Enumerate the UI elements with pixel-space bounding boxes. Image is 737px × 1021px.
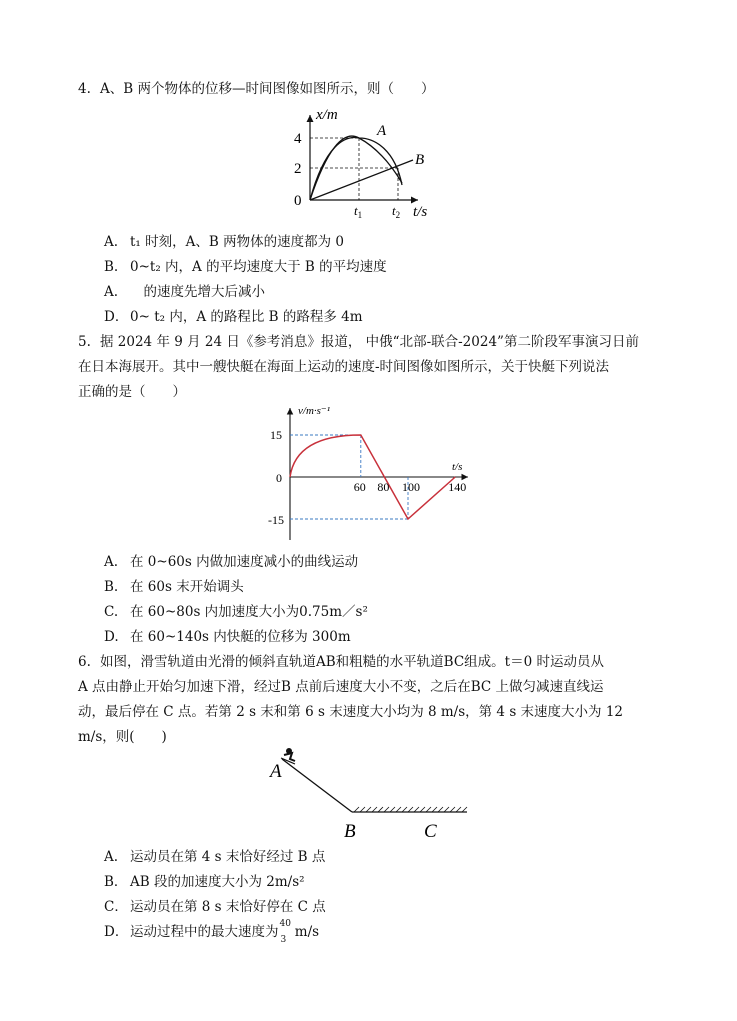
q6-option-c: C． 运动员在第 8 s 末恰好停在 C 点 (104, 899, 326, 915)
q6-option-b: B． AB 段的加速度大小为 2m/s² (104, 874, 305, 890)
q5-stem-line-1: 5. 据 2024 年 9 月 24 日《参考消息》报道， 中俄“北部-联合-2024”第二阶段军事演习日前 (78, 334, 639, 350)
q4-option-a: A. t₁ 时刻，A、B 两物体的速度都为 0 (104, 234, 344, 250)
q5-option-a: A. 在 0~60s 内做加速度减小的曲线运动 (104, 554, 359, 570)
q6-figure (262, 745, 472, 845)
q4-label-b: B (415, 152, 425, 168)
q6-number: 6. (78, 654, 91, 670)
q4-ylabel: x/m (316, 107, 338, 123)
q5-stem-line-2: 在日本海展开。其中一艘快艇在海面上运动的速度-时间图像如图所示，关于快艇下列说法 (78, 359, 610, 375)
q4-option-c: A. 的速度先增大后减小 (104, 284, 265, 300)
q4-line-b (310, 160, 413, 200)
q5-xtick-80: 80 (377, 480, 390, 494)
q4-ytick-2: 2 (294, 161, 302, 177)
skier-icon (281, 748, 295, 764)
q5-option-c: C. 在 60~80s 内加速度大小为0.75m／s² (104, 604, 368, 620)
q5-number: 5. (78, 334, 91, 350)
q6-incline (282, 759, 352, 812)
q5-chart (268, 400, 473, 545)
q5-ytick-0: 0 (276, 471, 282, 485)
q6-option-a: A. 运动员在第 4 s 末恰好经过 B 点 (104, 849, 326, 865)
q6-ground-hatching (354, 807, 467, 812)
q6-option-d: D． 运动过程中的最大速度为 40 3 m/s (104, 918, 320, 945)
q6-stem-line-1: 6. 如图，滑雪轨道由光滑的倾斜直轨道AB和粗糙的水平轨道BC组成。t＝0 时运动员从 (78, 654, 604, 670)
q6-stem-line-4: m/s，则( ) (78, 729, 167, 745)
q5-stem-line-3: 正确的是（ ） (78, 384, 186, 400)
q4-xtick-t1: $t_1$ (354, 203, 363, 220)
q4-figure (290, 105, 450, 225)
q6-stem-line-3: 动，最后停在 C 点。若第 2 s 末和第 6 s 末速度大小均为 8 m/s，第 4 s 末速度大小为 12 (78, 704, 624, 720)
q5-ylabel: v/m·s⁻¹ (298, 405, 331, 417)
q6-stem-line-2: A 点由静止开始匀加速下滑，经过B 点前后速度大小不变，之后在BC 上做匀减速直线运 (78, 679, 604, 695)
q5-xtick-60: 60 (353, 480, 366, 494)
q4-option-b: B. 0~t₂ 内，A 的平均速度大于 B 的平均速度 (104, 259, 387, 275)
q5-xtick-100: 100 (402, 480, 420, 494)
q4-ytick-4: 4 (294, 131, 302, 147)
q5-ytick-neg15: -15 (268, 513, 284, 527)
q6-label-b: B (344, 821, 356, 842)
q4-xlabel: t/s (413, 204, 428, 220)
q6-label-c: C (424, 821, 437, 842)
q4-origin: 0 (294, 193, 302, 209)
q4-curve-a-full (310, 138, 402, 200)
q5-xtick-140: 140 (448, 480, 467, 494)
q4-label-a: A (377, 123, 387, 139)
q4-number: 4. (78, 81, 91, 97)
q5-option-d: D. 在 60~140s 内快艇的位移为 300m (104, 629, 351, 645)
q4-stem: A、B 两个物体的位移—时间图像如图所示，则（ ） (100, 81, 435, 97)
q5-option-b: B. 在 60s 末开始调头 (104, 579, 244, 595)
q5-ytick-15: 15 (270, 428, 282, 442)
q5-xlabel: t/s (452, 461, 463, 473)
q4-option-d: D． 0~ t₂ 内，A 的路程比 B 的路程多 4m (104, 309, 363, 325)
q4-stem-line (78, 77, 434, 97)
q4-xtick-t2: $t_2$ (392, 203, 401, 220)
q6-label-a: A (270, 761, 282, 782)
q6-option-d-fraction: 40 3 (279, 918, 291, 945)
